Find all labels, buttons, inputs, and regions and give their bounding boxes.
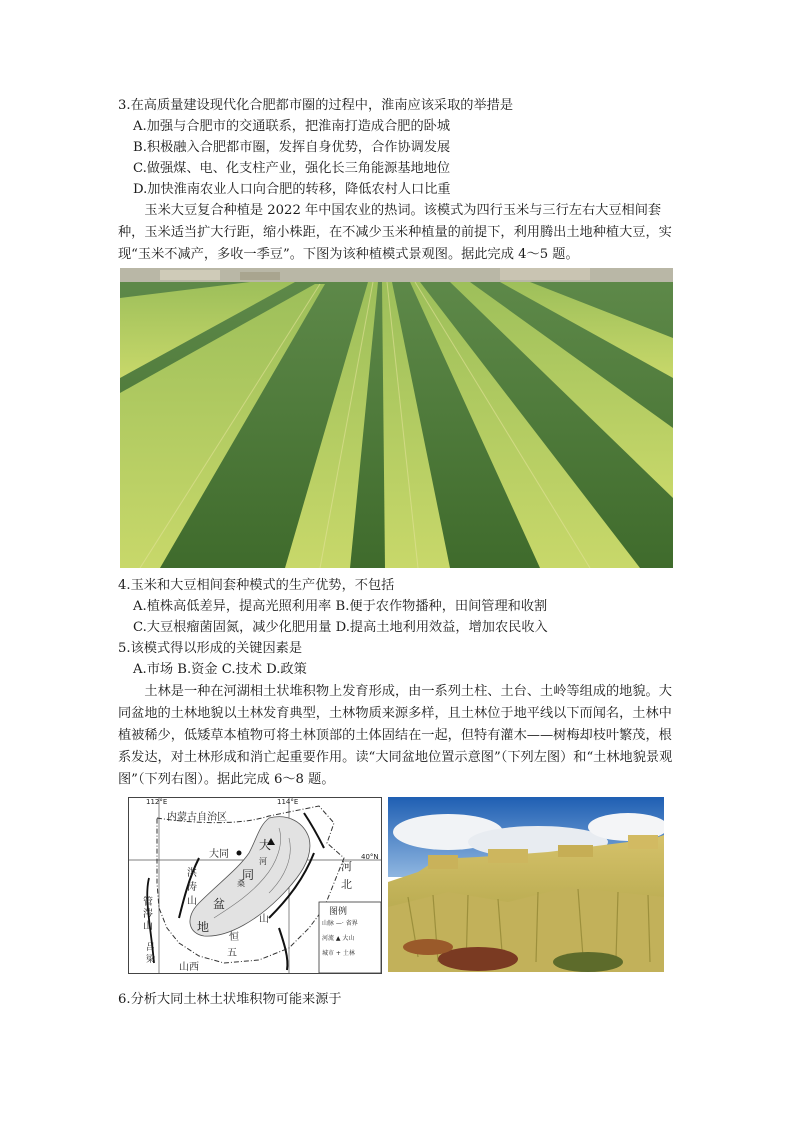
map-label-wu: 五 <box>227 948 237 959</box>
map-legend-line-3: 城市 + 土林 <box>322 950 355 957</box>
map-label-river-he: 河 <box>259 857 267 866</box>
map-label-liang: 梁 <box>146 955 156 965</box>
soil-forest-landscape-photo <box>388 797 664 972</box>
map-legend-line-2: 河流 ▲ 大山 <box>322 935 355 942</box>
map-label-hebei-he: 河 <box>341 860 352 873</box>
map-lon-112: 112°E <box>146 798 168 806</box>
q4-option-ab: A.植株高低差异，提高光照利用率 B.便于农作物播种，田间管理和收割 <box>133 599 548 614</box>
map-label-shanxi: 山西 <box>179 962 199 973</box>
map-legend-title: 图例 <box>329 907 348 917</box>
map-label-sang: 桑 <box>237 879 245 888</box>
passage-soil-forest: 土林是一种在河湖相土状堆积物上发育形成，由一系列土柱、土台、土岭等组成的地貌。大同盆地的土林地貌以土林发育典型，土林物质来源多样，且土林位于地平线以下而闻名，土林中植被稀少，低矮草本植物可将土林顶部的土体固结在一起，但特有灌木——树梅却枝叶繁茂，根系发达，对土林形成和消亡起重要作用。读“大同盆地位置示意图”（下列左图）和“土林地貌景观图”（下列右图）。据此完成 6～8 题。 <box>118 684 673 787</box>
intercropping-field-photo <box>120 268 673 568</box>
q3-option-b: B.积极融入合肥都市圈，发挥自身优势，合作协调发展 <box>133 140 451 155</box>
q3-option-d: D.加快淮南农业人口向合肥的转移，降低农村人口比重 <box>133 182 451 197</box>
map-label-tao: 涛 <box>187 882 197 893</box>
map-label-shan: 山 <box>187 896 197 907</box>
map-label-shan2: 山 <box>143 921 153 932</box>
map-label-tong: 同 <box>242 868 255 882</box>
map-legend-line-1: 山脉 —· 省界 <box>322 920 358 927</box>
map-label-hong: 洪 <box>187 868 197 879</box>
datong-basin-location-map <box>128 797 382 974</box>
map-label-datong: 大同 <box>209 849 229 860</box>
q3-option-c: C.做强煤、电、化支柱产业，强化长三角能源基地地位 <box>133 161 451 176</box>
q5-stem: 5.该模式得以形成的关键因素是 <box>118 641 303 656</box>
map-label-cen: 涔 <box>143 909 153 920</box>
map-label-neimenggu: 内蒙古自治区 <box>167 812 227 823</box>
q4-option-cd: C.大豆根瘤菌固氮，减少化肥用量 D.提高土地利用效益，增加农民收入 <box>133 620 548 635</box>
q6-stem: 6.分析大同土林土状堆积物可能来源于 <box>118 992 342 1007</box>
map-label-lv: 吕 <box>146 943 156 953</box>
map-label-heng: 恒 <box>229 932 239 943</box>
map-lat-40: 40°N <box>361 853 379 861</box>
map-label-di: 地 <box>197 920 210 934</box>
q3-option-a: A.加强与合肥市的交通联系，把淮南打造成合肥的卧城 <box>133 119 451 134</box>
passage-intercropping: 玉米大豆复合种植是 2022 年中国农业的热词。该模式为四行玉米与三行左右大豆相间套种，玉米适当扩大行距，缩小株距，在不减少玉米种植量的前提下，利用腾出土地种植大豆，实现“玉米不减产，多收一季豆”。下图为该种植模式景观图。据此完成 4～5 题。 <box>118 203 672 262</box>
map-label-hebei-bei: 北 <box>341 878 352 891</box>
q4-stem: 4.玉米和大豆相间套种模式的生产优势，不包括 <box>118 578 395 593</box>
q3-stem: 3.在高质量建设现代化合肥都市圈的过程中，淮南应该采取的举措是 <box>118 98 514 113</box>
q5-options: A.市场 B.资金 C.技术 D.政策 <box>133 662 307 677</box>
map-label-shan3: 山 <box>259 914 269 925</box>
map-label-guan: 管 <box>143 897 153 908</box>
map-lon-114: 114°E <box>277 798 299 806</box>
map-label-pen: 盆 <box>213 897 226 911</box>
map-label-da: 大 <box>259 838 272 852</box>
